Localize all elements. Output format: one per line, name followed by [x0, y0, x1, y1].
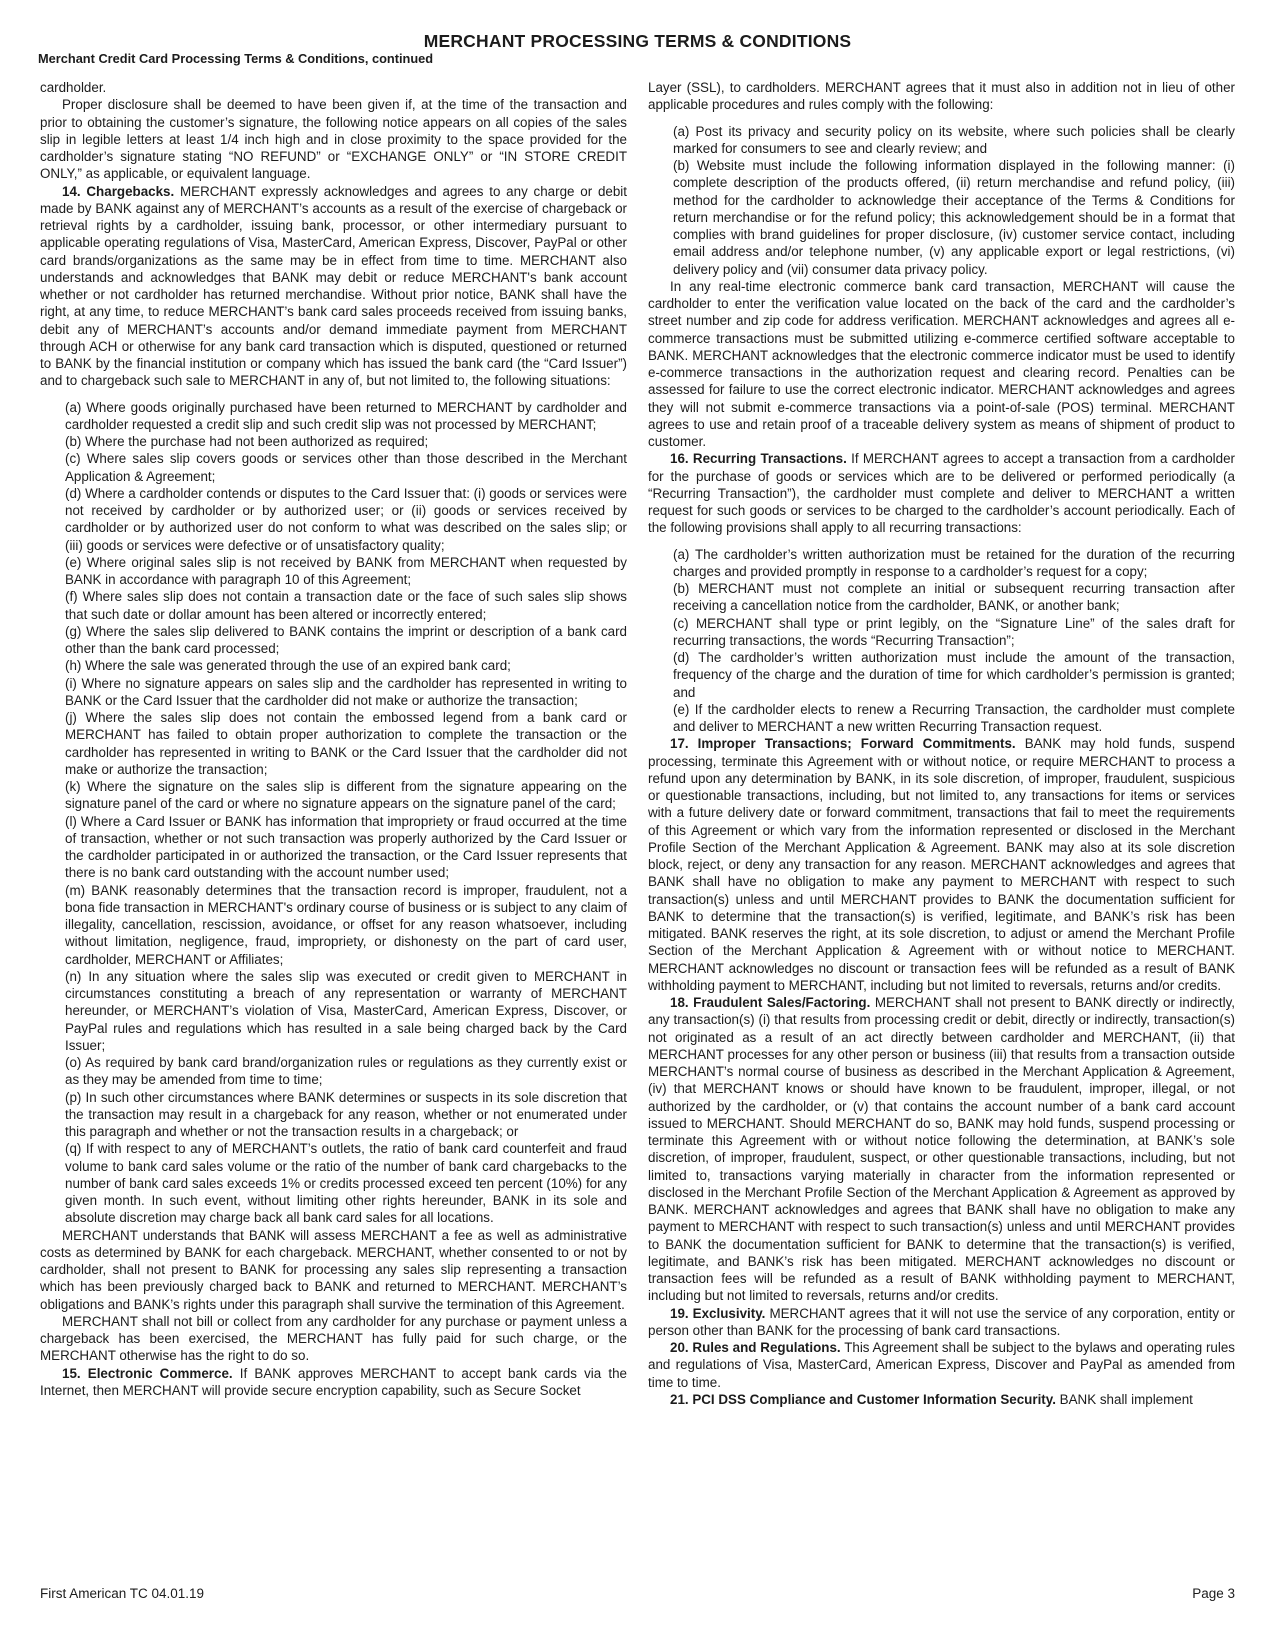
section-20-rules-regulations — [648, 1339, 1235, 1391]
section-18-text: MERCHANT shall not present to BANK directly or indirectly, any transaction(s) (i) that results from processing credit or debit, directly or indirectly, transaction(s) not originated as a result of an act directly between cardholder and MERCHANT, (ii) that MERCHANT processes for any other person or business (iii) that results from a transaction outside MERCHANT’s normal course of business as described in the Merchant Application & Agreement, (iv) that MERCHANT knows or should have known to be fraudulent, improper, illegal, or not authorized by the cardholder, or (v) that contains the account number of a bank card account issued to MERCHANT. Should MERCHANT do so, BANK may hold funds, suspend processing or terminate this Agreement with or without notice following the determination, at BANK’s sole discretion, of improper, fraudulent, suspect, or other questionable transactions, including, but not limited to, transactions varying materially in character from the information represented or disclosed in the Merchant Profile Section of the Merchant Application & Agreement as approved by BANK. MERCHANT acknowledges and agrees that BANK shall have no obligation to make any payment to MERCHANT with respect to such transaction(s) unless and until MERCHANT provides to BANK the documentation sufficient for BANK to determine that the transaction(s) is verified, legitimate, and BANK’s risk has been mitigated. MERCHANT acknowledges no discount or transaction fees will be refunded as a result of BANK withholding payment to MERCHANT, including but not limited to reversals, returns and/or credits. — [648, 995, 1235, 1304]
section-16-heading: 16. Recurring Transactions. — [670, 451, 847, 467]
list-item-i: (i) Where no signature appears on sales slip and the cardholder has represented in writing to BANK or the Card Issuer that the cardholder did not make or authorize the transaction; — [65, 675, 627, 708]
list-item-d: (d) The cardholder’s written authorization must include the amount of the transaction, frequency of the charge and the duration of time for which cardholder’s permission is granted; and — [673, 650, 1235, 700]
left-column — [40, 79, 627, 1408]
section-18-heading: 18. Fraudulent Sales/Factoring. — [670, 995, 871, 1010]
section-15-list — [673, 123, 1235, 278]
list-item-j: (j) Where the sales slip does not contain the embossed legend from a bank card or MERCHANT has failed to obtain proper authorization to complete the transaction or the cardholder has represented in writing to BANK or the Card Issuer that the cardholder did not make or authorize the transaction; — [65, 710, 627, 777]
page-title: MERCHANT PROCESSING TERMS & CONDITIONS — [423, 31, 852, 51]
list-item-n: (n) In any situation where the sales slip was executed or credit given to MERCHANT in circumstances constituting a breach of any representation or warranty of MERCHANT hereunder, or MERCHANT’s violation of Visa, MasterCard, American Express, Discover, or PayPal rules and regulations which has resulted in a sale being charged back by the Card Issuer; — [65, 968, 627, 1053]
list-item-h: (h) Where the sale was generated through the use of an expired bank card; — [65, 658, 511, 674]
list-item-f: (f) Where sales slip does not contain a transaction date or the face of such sales slip shows that such date or dollar amount has been altered or incorrectly entered; — [65, 589, 627, 622]
footer-document-id: First American TC 04.01.19 — [40, 1586, 205, 1601]
section-16-text: If MERCHANT agrees to accept a transaction from a cardholder for the purchase of goods or services which are to be delivered or performed periodically (a “Recurring Transaction”), the cardholder must complete and deliver to MERCHANT a written request for such goods or services to be charged to the cardholder’s account periodically. Each of the following provisions shall apply to all recurring transactions: — [648, 451, 1235, 536]
list-item-e: (e) Where original sales slip is not received by BANK from MERCHANT when requested by BANK in accordance with paragraph 10 of this Agreement; — [65, 554, 627, 587]
list-item-a: (a) Post its privacy and security policy on its website, where such policies shall be clearly marked for consumers to see and clearly review; and — [673, 123, 1235, 156]
section-14-list — [65, 399, 627, 1227]
list-item-a: (a) The cardholder’s written authorization must be retained for the duration of the recurring charges and provided promptly in response to a cardholder’s request for a copy; — [673, 546, 1235, 579]
section-16-recurring-transactions — [648, 450, 1235, 536]
list-item-b: (b) MERCHANT must not complete an initial or subsequent recurring transaction after receiving a cancellation notice from the cardholder, BANK, or another bank; — [673, 581, 1235, 614]
list-item-g: (g) Where the sales slip delivered to BANK contains the imprint or description of a bank card other than the bank card processed; — [65, 623, 627, 656]
two-column-body — [40, 79, 1235, 1408]
list-item-k: (k) Where the signature on the sales slip is different from the signature appearing on the signature panel of the card or where no signature appears on the signature panel of the card; — [65, 779, 627, 812]
list-item-d: (d) Where a cardholder contends or disputes to the Card Issuer that: (i) goods or services were not received by cardholder or by authorized user; or (ii) goods or services received by cardholder or by authorized user do not conform to what was described on the sales slip; or (iii) goods or services were defective or of unsatisfactory quality; — [65, 485, 627, 553]
list-item-c: (c) MERCHANT shall type or print legibly, on the “Signature Line” of the sales draft for recurring transactions, the words “Recurring Transaction”; — [673, 615, 1235, 648]
section-18-fraudulent-sales — [648, 994, 1235, 1305]
section-21-pci-dss — [648, 1391, 1235, 1408]
paragraph-realtime-ecommerce: In any real-time electronic commerce bank card transaction, MERCHANT will cause the cardholder to enter the verification value located on the back of the card and the cardholder’s street number and zip code for address verification. MERCHANT acknowledges and agrees all e-commerce transactions must be submitted utilizing e-commerce certified software acceptable to BANK. MERCHANT acknowledges that the electronic commerce indicator must be used to identify e-commerce transactions in the authorization request and clearing record. Penalties can be assessed for failure to use the correct electronic indicator. MERCHANT acknowledges and agrees they will not submit e-commerce transactions via a point-of-sale (POS) terminal. MERCHANT agrees to use and retain proof of a traceable delivery system as means of shipment of product to customer. — [648, 278, 1235, 449]
section-15-electronic-commerce — [40, 1365, 627, 1400]
section-14-chargebacks — [40, 183, 627, 390]
list-item-l: (l) Where a Card Issuer or BANK has information that impropriety or fraud occurred at the time of transaction, whether or not such transaction was properly authorized by the Card Issuer or the cardholder participated in or authorized the transaction, or the Card Issuer represents that there is no bank card outstanding with the account number used; — [65, 813, 627, 881]
continuation-fragment: cardholder. — [40, 80, 107, 95]
section-15-text: If BANK approves MERCHANT to accept bank cards via the Internet, then MERCHANT will provide secure encryption capability, such as Secure Socket — [40, 1365, 627, 1398]
section-19-text: MERCHANT agrees that it will not use the service of any corporation, entity or person other than BANK for the processing of bank card transactions. — [648, 1305, 1235, 1338]
section-15-heading: 15. Electronic Commerce. — [62, 1365, 233, 1381]
list-item-a: (a) Where goods originally purchased have been returned to MERCHANT by cardholder and cardholder requested a credit slip and such credit slip was not processed by MERCHANT; — [65, 399, 627, 432]
section-19-exclusivity — [648, 1305, 1235, 1340]
section-19-heading: 19. Exclusivity. — [670, 1305, 766, 1321]
section-20-heading: 20. Rules and Regulations. — [670, 1340, 841, 1355]
section-17-improper-transactions — [648, 735, 1235, 994]
section-17-heading: 17. Improper Transactions; Forward Commitments. — [670, 736, 1016, 752]
list-item-c: (c) Where sales slip covers goods or services other than those described in the Merchant Application & Agreement; — [65, 451, 627, 484]
section-17-text: BANK may hold funds, suspend processing, terminate this Agreement with or without notice, or require MERCHANT to process a refund upon any determination by BANK, in its sole discretion, of improper, fraudulent, suspicious or questionable transactions, including, but not limited to, any transactions for items or services with a future delivery date or forward commitment, transactions that fail to meet the requirements of this Agreement or which vary from the information represented or disclosed in the Merchant Profile Section of the Merchant Application & Agreement. BANK may also at its sole discretion block, reject, or deny any transaction for any reason. MERCHANT acknowledges and agrees that BANK shall have no obligation to make any payment to MERCHANT with respect to such transaction(s) unless and until MERCHANT provides to BANK the documentation sufficient for BANK to determine that the transaction(s) is verified, legitimate, and BANK’s risk has been mitigated. BANK reserves the right, at its sole discretion, to adjust or amend the Merchant Profile Section of the Merchant Application & Agreement with or without notice to MERCHANT. MERCHANT acknowledges no discount or transaction fees will be refunded as a result of BANK withholding payment to MERCHANT, including but not limited to reversals, returns and/or credits. — [648, 736, 1235, 993]
list-item-o: (o) As required by bank card brand/organization rules or regulations as they currently exist or as they may be amended from time to time; — [65, 1055, 627, 1088]
list-item-b: (b) Where the purchase had not been authorized as required; — [65, 434, 429, 449]
list-item-m: (m) BANK reasonably determines that the transaction record is improper, fraudulent, not a bona fide transaction in MERCHANT's ordinary course of business or is subject to any claim of illegality, cancellation, rescission, avoidance, or offset for any reason whatsoever, including without limitation, negligence, fraud, impropriety, or dishonesty on the part of card user, cardholder, MERCHANT or Affiliates; — [65, 882, 627, 967]
list-item-p: (p) In such other circumstances where BANK determines or suspects in its sole discretion that the transaction may result in a chargeback for any reason, whether or not enumerated under this paragraph and whether or not the transaction results in a chargeback; or — [65, 1089, 627, 1139]
section-14-text: MERCHANT expressly acknowledges and agrees to any charge or debit made by BANK against any of MERCHANT’s accounts as a result of the exercise of chargeback or retrieval rights by a cardholder, issuing bank, processor, or other intermediary pursuant to applicable operating regulations of Visa, MasterCard, American Express, Discover, PayPal or other card brands/organizations as the same may be in effect from time to time. MERCHANT also understands and acknowledges that BANK may debit or reduce MERCHANT's bank account whether or not cardholder has returned merchandise. Without prior notice, BANK shall have the right, at any time, to reduce MERCHANT’s bank card sales proceeds received from issuing banks, debit any of MERCHANT’s accounts and/or demand immediate payment from MERCHANT through ACH or otherwise for any bank card transaction which is disputed, questioned or returned to BANK by the financial institution or company which has issued the bank card (the “Card Issuer”) and to chargeback such sale to MERCHANT in any of, but not limited to, the following situations: — [40, 183, 627, 389]
section-21-heading: 21. PCI DSS Compliance and Customer Information Security. — [670, 1391, 1056, 1407]
section-20-text: This Agreement shall be subject to the bylaws and operating rules and regulations of Visa, MasterCard, American Express, Discover and PayPal as amended from time to time. — [648, 1340, 1235, 1390]
page-footer — [40, 1586, 1235, 1602]
list-item-q: (q) If with respect to any of MERCHANT’s outlets, the ratio of bank card counterfeit and fraud volume to bank card sales volume or the ratio of the number of bank card chargebacks to the number of bank card sales exceeds 1% or credits processed exceed ten percent (10%) for any given month. In such event, without limiting other rights hereunder, BANK in its sole and absolute discretion may charge back all bank card sales for all locations. — [65, 1141, 627, 1226]
section-14-heading: 14. Chargebacks. — [62, 183, 175, 199]
paragraph-chargeback-fee: MERCHANT understands that BANK will assess MERCHANT a fee as well as administrative costs as determined by BANK for each chargeback. MERCHANT, whether consented to or not by cardholder, shall not present to BANK for processing any sales slip representing a transaction which has been previously charged back to BANK and returned to MERCHANT. MERCHANT’s obligations and BANK’s rights under this paragraph shall survive the termination of this Agreement. — [40, 1227, 627, 1312]
page-subtitle: Merchant Credit Card Processing Terms & Conditions, continued — [38, 51, 434, 66]
right-column — [648, 79, 1235, 1408]
continuation-ssl: Layer (SSL), to cardholders. MERCHANT agrees that it must also in addition not in lieu of other applicable procedures and rules comply with the following: — [648, 80, 1235, 113]
paragraph-proper-disclosure: Proper disclosure shall be deemed to have been given if, at the time of the transaction and prior to obtaining the customer’s signature, the following notice appears on all copies of the sales slip in legible letters at least 1/4 inch high and in close proximity to the space provided for the cardholder’s signature stating “NO REFUND” or “EXCHANGE ONLY” or “IN STORE CREDIT ONLY,” as applicable, or equivalent language. — [40, 97, 627, 182]
section-21-text: BANK shall implement — [1059, 1391, 1193, 1407]
list-item-b: (b) Website must include the following information displayed in the following manner: (i) complete description of the products offered, (ii) return merchandise and refund policy, (iii) method for the cardholder to acknowledge their acceptance of the Terms & Conditions for return merchandise or for the refund policy; this acknowledgement should be in a format that complies with brand guidelines for proper disclosure, (iv) customer service contact, including email address and/or telephone number, (v) any applicable export or legal restrictions, (vi) delivery policy and (vii) consumer data privacy policy. — [673, 158, 1235, 277]
section-16-list — [673, 546, 1235, 736]
footer-page-number: Page 3 — [1192, 1586, 1235, 1601]
list-item-e: (e) If the cardholder elects to renew a Recurring Transaction, the cardholder must complete and deliver to MERCHANT a new written Recurring Transaction request. — [673, 701, 1235, 734]
paragraph-no-billing: MERCHANT shall not bill or collect from any cardholder for any purchase or payment unless a chargeback has been exercised, the MERCHANT has fully paid for such charge, or the MERCHANT otherwise has the right to do so. — [40, 1313, 627, 1364]
